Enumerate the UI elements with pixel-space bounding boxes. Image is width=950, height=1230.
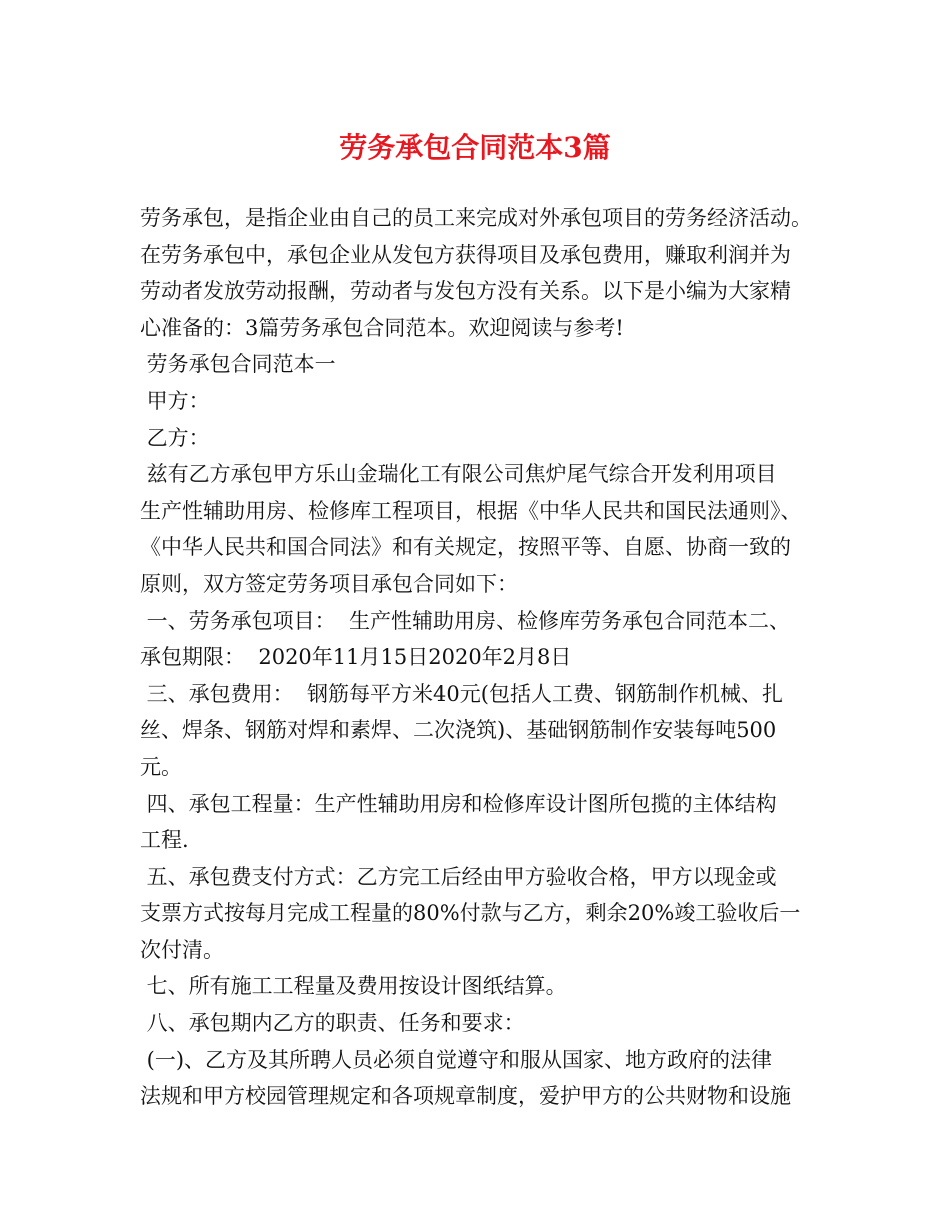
- paragraph-line: 《中华人民共和国合同法》和有关规定，按照平等、自愿、协商一致的: [140, 535, 791, 560]
- clause-line: 丝、焊条、钢筋对焊和素焊、二次浇筑)、基础钢筋制作安装每吨500: [140, 718, 777, 743]
- document-body: [140, 200, 820, 1115]
- party-a-label: 甲方：: [140, 388, 210, 413]
- clause-line: 七、所有施工工程量及费用按设计图纸结算。: [140, 974, 567, 999]
- clause-line: 工程.: [140, 828, 189, 853]
- paragraph-line: 心准备的：3篇劳务承包合同范本。欢迎阅读与参考!: [140, 315, 624, 340]
- paragraph-line: 生产性辅助用房、检修库工程项目，根据《中华人民共和国民法通则》、: [140, 498, 802, 523]
- clause-line: 三、承包费用： 钢筋每平方米40元(包括人工费、钢筋制作机械、扎: [140, 681, 783, 706]
- clause-line: 次付清。: [140, 937, 224, 962]
- clause-line: 一、劳务承包项目： 生产性辅助用房、检修库劳务承包合同范本二、: [140, 608, 791, 633]
- paragraph-line: 原则，双方签定劳务项目承包合同如下：: [140, 571, 518, 596]
- clause-line: 五、承包费支付方式：乙方完工后经由甲方验收合格，甲方以现金或: [140, 864, 777, 889]
- party-b-label: 乙方：: [140, 425, 210, 450]
- paragraph-line: 兹有乙方承包甲方乐山金瑞化工有限公司焦炉尾气综合开发利用项目: [140, 462, 777, 487]
- clause-line: (一)、乙方及其所聘人员必须自觉遵守和服从国家、地方政府的法律: [140, 1047, 773, 1072]
- paragraph-line: 在劳务承包中，承包企业从发包方获得项目及承包费用，赚取利润并为: [140, 242, 791, 267]
- paragraph-line: 劳务承包，是指企业由自己的员工来完成对外承包项目的劳务经济活动。: [140, 206, 812, 230]
- clause-line: 支票方式按每月完成工程量的80%付款与乙方，剩余20%竣工验收后一: [140, 901, 801, 926]
- clause-line: 法规和甲方校园管理规定和各项规章制度，爱护甲方的公共财物和设施: [140, 1084, 791, 1109]
- clause-line: 承包期限： 2020年11月15日2020年2月8日: [140, 645, 572, 670]
- clause-line: 八、承包期内乙方的职责、任务和要求：: [140, 1011, 525, 1036]
- document-title: 劳务承包合同范本3篇: [339, 131, 611, 164]
- clause-line: 元。: [140, 754, 182, 779]
- clause-line: 四、承包工程量：生产性辅助用房和检修库设计图所包揽的主体结构: [140, 791, 777, 816]
- section-heading: 劳务承包合同范本一: [140, 352, 336, 377]
- paragraph-line: 劳动者发放劳动报酬，劳动者与发包方没有关系。以下是小编为大家精: [140, 279, 791, 304]
